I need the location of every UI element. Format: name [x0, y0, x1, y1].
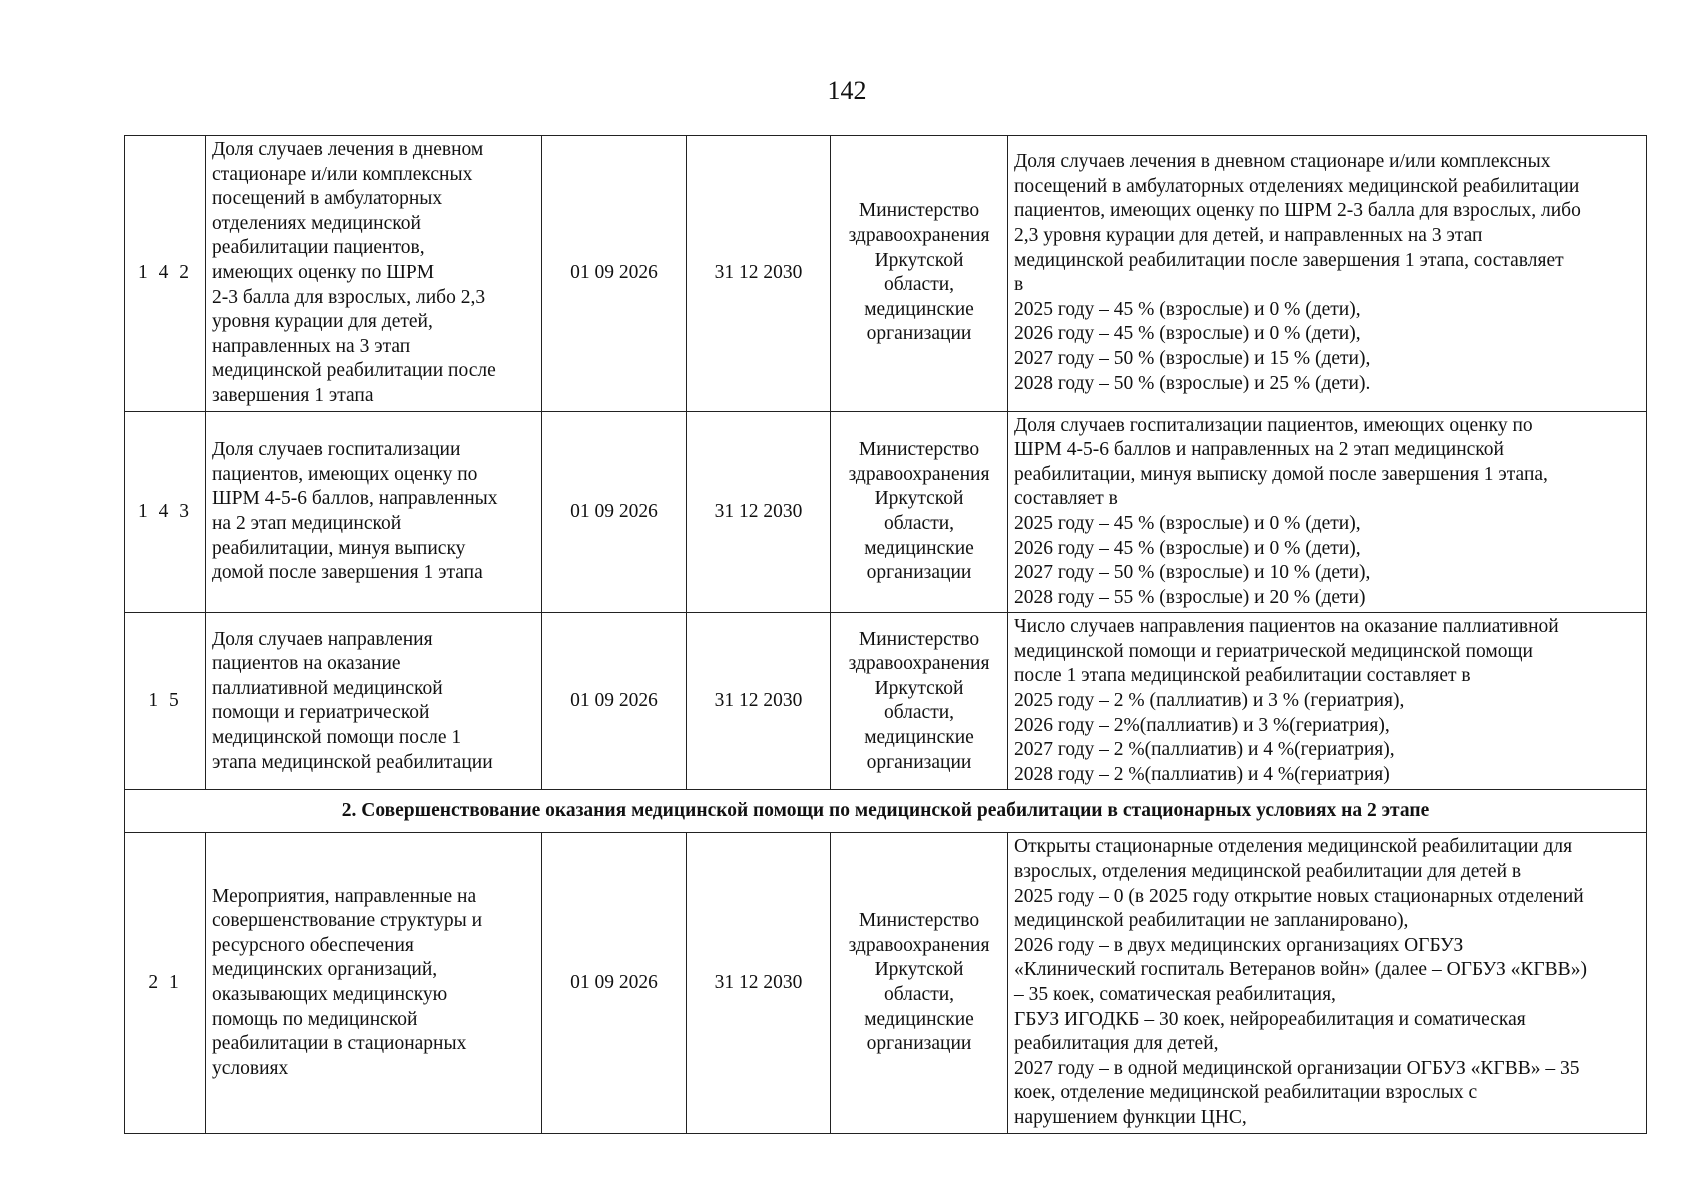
row-number: 1 4 3 [125, 411, 206, 613]
text-line: пациентов, имеющих оценку по [212, 463, 478, 485]
text-line: медицинской реабилитации после завершения 1 этапа, составляет [1014, 249, 1564, 271]
text-line: Иркутской [874, 959, 964, 981]
text-line: уровня курации для детей, [212, 311, 433, 333]
text-line: ШРМ 4-5-6 баллов, направленных [212, 488, 498, 510]
text-line: Министерство [858, 628, 980, 650]
text-line: помощь по медицинской [212, 1008, 418, 1030]
text-line: коек, отделение медицинской реабилитации взрослых с [1014, 1082, 1478, 1104]
text-line: медицинские [864, 726, 974, 748]
text-line: здравоохранения [848, 934, 990, 956]
row-number: 1 4 2 [125, 136, 206, 412]
text-line: 2027 году – 50 % (взрослые) и 15 % (дети), [1014, 348, 1371, 370]
text-line: Министерство [858, 439, 980, 461]
text-line: 2025 году – 0 (в 2025 году открытие новых стационарных отделений [1014, 885, 1584, 907]
measure-name [206, 613, 542, 790]
text-line: Иркутской [874, 677, 964, 699]
start-date: 01 09 2026 [542, 613, 687, 790]
text-line: 2028 году – 50 % (взрослые) и 25 % (дети). [1014, 372, 1371, 394]
text-line: ресурсного обеспечения [212, 934, 414, 956]
text-line: 2026 году – 2%(паллиатив) и 3 %(гериатрия), [1014, 714, 1390, 736]
text-line: составляет в [1014, 488, 1118, 510]
text-line: области, [883, 512, 955, 534]
expected-result [1008, 613, 1647, 790]
text-line: ГБУЗ ИГОДКБ – 30 коек, нейрореабилитация и соматическая [1014, 1008, 1526, 1030]
row-number: 2 1 [125, 833, 206, 1133]
text-line: стационаре и/или комплексных [212, 163, 473, 185]
responsible-executor [831, 833, 1008, 1133]
text-line: медицинской реабилитации после [212, 360, 496, 382]
text-line: 2-3 балла для взрослых, либо 2,3 [212, 286, 486, 308]
text-line: организации [866, 323, 972, 345]
end-date: 31 12 2030 [687, 833, 831, 1133]
text-line: медицинской помощи и гериатрической медицинской помощи [1014, 640, 1533, 662]
text-line: реабилитация для детей, [1014, 1033, 1219, 1055]
text-line: области, [883, 702, 955, 724]
responsible-executor [831, 136, 1008, 412]
text-line: пациентов на оказание [212, 653, 401, 675]
expected-result [1008, 833, 1647, 1133]
text-line: Министерство [858, 200, 980, 222]
text-line: завершения 1 этапа [212, 384, 374, 406]
text-line: медицинские [864, 537, 974, 559]
row-number: 1 5 [125, 613, 206, 790]
text-line: 2027 году – 50 % (взрослые) и 10 % (дети), [1014, 562, 1371, 584]
end-date: 31 12 2030 [687, 411, 831, 613]
text-line: посещений в амбулаторных [212, 188, 443, 210]
text-line: пациентов, имеющих оценку по ШРМ 2-3 балла для взрослых, либо [1014, 200, 1581, 222]
text-line: Иркутской [874, 249, 964, 271]
measure-name [206, 411, 542, 613]
text-line: Доля случаев лечения в дневном стационаре и/или комплексных [1014, 151, 1551, 173]
text-line: 2028 году – 2 %(паллиатив) и 4 %(гериатрия) [1014, 763, 1390, 785]
text-line: на 2 этап медицинской [212, 512, 402, 534]
expected-result [1008, 136, 1647, 412]
text-line: 2026 году – в двух медицинских организациях ОГБУЗ [1014, 934, 1464, 956]
text-line: посещений в амбулаторных отделениях медицинской реабилитации [1014, 175, 1580, 197]
text-line: 2025 году – 2 % (паллиатив) и 3 % (гериатрия), [1014, 690, 1405, 712]
start-date: 01 09 2026 [542, 411, 687, 613]
text-line: взрослых, отделения медицинской реабилитации для детей в [1014, 861, 1522, 883]
text-line: 2027 году – 2 %(паллиатив) и 4 %(гериатрия), [1014, 739, 1395, 761]
text-line: реабилитации в стационарных [212, 1033, 467, 1055]
text-line: 2025 году – 45 % (взрослые) и 0 % (дети), [1014, 298, 1361, 320]
text-line: здравоохранения [848, 653, 990, 675]
measure-name [206, 833, 542, 1133]
text-line: 2,3 уровня курации для детей, и направленных на 3 этап [1014, 225, 1483, 247]
text-line: – 35 коек, соматическая реабилитация, [1014, 984, 1336, 1005]
text-line: отделениях медицинской [212, 212, 421, 234]
text-line: Доля случаев лечения в дневном [212, 139, 484, 160]
text-line: Открыты стационарные отделения медицинской реабилитации для [1014, 836, 1573, 858]
text-line: совершенствование структуры и [212, 910, 483, 932]
text-line: здравоохранения [848, 463, 990, 485]
text-line: условиях [212, 1057, 289, 1079]
text-line: 2028 году – 55 % (взрослые) и 20 % (дети) [1014, 586, 1366, 608]
text-line: 2025 году – 45 % (взрослые) и 0 % (дети), [1014, 512, 1361, 534]
text-line: ШРМ 4-5-6 баллов и направленных на 2 этап медицинской [1014, 439, 1504, 461]
text-line: медицинской реабилитации не запланировано), [1014, 910, 1409, 932]
text-line: здравоохранения [848, 225, 990, 247]
text-line: медицинских организаций, [212, 959, 438, 981]
text-line: медицинские [864, 1008, 974, 1030]
table-row [125, 613, 1647, 790]
start-date: 01 09 2026 [542, 136, 687, 412]
table-row [125, 411, 1647, 613]
text-line: организации [866, 751, 972, 773]
measures-table [124, 135, 1647, 1134]
text-line: «Клинический госпиталь Ветеранов войн» (далее – ОГБУЗ «КГВВ») [1014, 959, 1587, 981]
text-line: 2026 году – 45 % (взрослые) и 0 % (дети), [1014, 323, 1361, 345]
responsible-executor [831, 613, 1008, 790]
section-header-row [125, 790, 1647, 833]
section-title: 2. Совершенствование оказания медицинской помощи по медицинской реабилитации в стационарных условиях на 2 этапе [125, 790, 1647, 833]
text-line: 2027 году – в одной медицинской организации ОГБУЗ «КГВВ» – 35 [1014, 1057, 1580, 1079]
text-line: реабилитации, минуя выписку домой после завершения 1 этапа, [1014, 463, 1548, 485]
start-date: 01 09 2026 [542, 833, 687, 1133]
text-line: Министерство [858, 910, 980, 932]
table-row [125, 136, 1647, 412]
responsible-executor [831, 411, 1008, 613]
text-line: Мероприятия, направленные на [212, 885, 477, 907]
text-line: области, [883, 984, 955, 1005]
text-line: помощи и гериатрической [212, 702, 430, 724]
text-line: реабилитации пациентов, [212, 237, 425, 259]
text-line: Доля случаев госпитализации [212, 439, 461, 461]
text-line: области, [883, 274, 955, 296]
text-line: имеющих оценку по ШРМ [212, 261, 435, 283]
text-line: домой после завершения 1 этапа [212, 562, 483, 584]
text-line: организации [866, 562, 972, 584]
table-row [125, 833, 1647, 1133]
text-line: Доля случаев направления [212, 628, 433, 650]
text-line: Иркутской [874, 488, 964, 510]
text-line: после 1 этапа медицинской реабилитации составляет в [1014, 665, 1471, 687]
text-line: в [1014, 274, 1024, 296]
expected-result [1008, 411, 1647, 613]
text-line: паллиативной медицинской [212, 677, 443, 699]
text-line: направленных на 3 этап [212, 335, 411, 357]
text-line: нарушением функции ЦНС, [1014, 1106, 1247, 1128]
end-date: 31 12 2030 [687, 136, 831, 412]
text-line: Число случаев направления пациентов на оказание паллиативной [1014, 616, 1559, 638]
page-number: 142 [827, 76, 867, 105]
text-line: оказывающих медицинскую [212, 984, 448, 1005]
text-line: этапа медицинской реабилитации [212, 751, 493, 773]
text-line: 2026 году – 45 % (взрослые) и 0 % (дети), [1014, 537, 1361, 559]
end-date: 31 12 2030 [687, 613, 831, 790]
text-line: реабилитации, минуя выписку [212, 537, 466, 559]
text-line: медицинской помощи после 1 [212, 726, 462, 748]
text-line: Доля случаев госпитализации пациентов, имеющих оценку по [1014, 414, 1533, 436]
text-line: медицинские [864, 298, 974, 320]
measure-name [206, 136, 542, 412]
text-line: организации [866, 1033, 972, 1055]
